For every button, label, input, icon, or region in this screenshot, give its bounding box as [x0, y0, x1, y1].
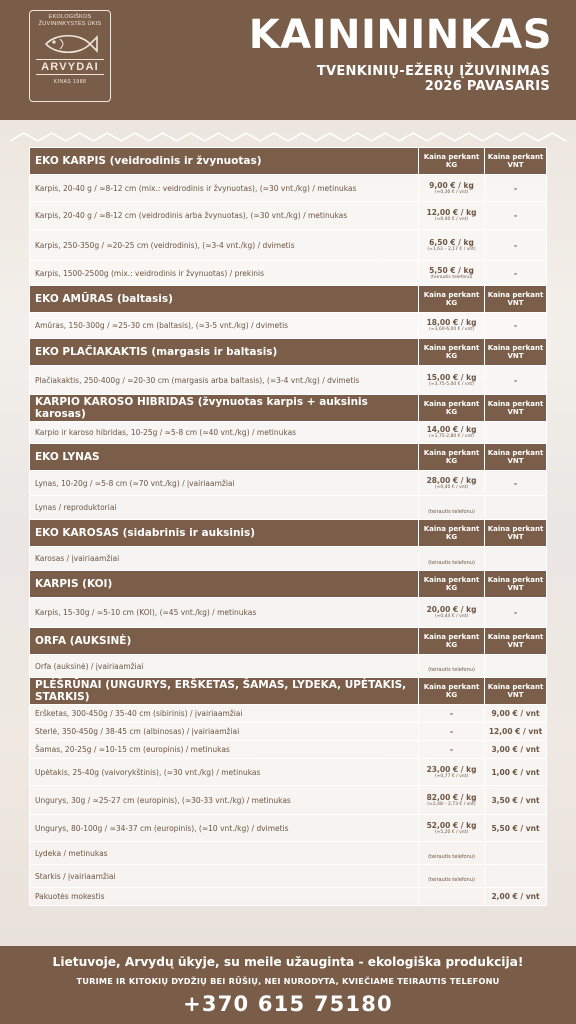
product-description: Plačiakaktis, 250-400g / ≈20-30 cm (margasis arba baltasis), (≈3-4 vnt./kg) / dvimetis [30, 366, 419, 395]
price-per-unit-estimate: (≈0,40 € / vnt) [434, 484, 469, 490]
price-per-unit-estimate: (teirautis telefonu) [430, 274, 473, 280]
table-row [30, 261, 547, 286]
price-per-unit: - [485, 366, 547, 395]
price-per-unit [485, 842, 547, 865]
logo-since: KINAS 1988 [53, 79, 87, 85]
price-per-unit-estimate: (≈3,60-6,00 € / vnt) [429, 327, 474, 332]
table-row [30, 496, 547, 520]
price-per-unit-estimate: (≈0,40 € / vnt) [434, 217, 469, 222]
price-per-unit-estimate: (≈5,20 € / vnt) [434, 829, 469, 835]
column-header-kg: Kaina perkant KG [419, 571, 485, 598]
ask-by-phone-note: (teirautis telefonu) [428, 667, 475, 673]
product-description: Karpis, 20-40 g / ≈8-12 cm (veidrodinis arba žvynuotas), (≈30 vnt./kg) / metinukas [30, 202, 419, 230]
price-per-kg [419, 888, 485, 906]
price-per-unit: - [485, 175, 547, 202]
footer-slogan: Lietuvoje, Arvydų ūkyje, su meile užauginta - ekologiška produkcija! [52, 955, 524, 969]
ask-by-phone-note: (teirautis telefonu) [428, 877, 475, 883]
section-title: EKO PLAČIAKAKTIS (margasis ir baltasis) [30, 339, 419, 366]
table-row [30, 202, 547, 230]
price-kg-value: 52,00 € / kg [426, 820, 477, 830]
price-per-kg [419, 842, 485, 865]
column-header-kg: Kaina perkant KG [419, 444, 485, 471]
price-per-kg [419, 471, 485, 496]
table-row [30, 313, 547, 339]
product-description: Orfa (auksinė) / įvairiaamžiai [30, 655, 419, 678]
price-kg-value: 15,00 € / kg [426, 372, 477, 382]
price-per-unit [485, 865, 547, 888]
ask-by-phone-note: (teirautis telefonu) [428, 559, 475, 566]
section-title: ORFA (AUKSINĖ) [30, 628, 419, 655]
price-per-kg [419, 786, 485, 815]
ask-by-phone-note: (teirautis telefonu) [428, 508, 475, 515]
column-header-vnt: Kaina perkant VNT [485, 678, 547, 705]
section-header [30, 339, 547, 366]
column-header-kg: Kaina perkant KG [419, 148, 485, 175]
product-description: Karpis, 20-40 g / ≈8-12 cm (mix.: veidrodinis ir žvynuotas), (≈30 vnt./kg) / metinukas [30, 175, 419, 202]
product-description: Lydeka / metinukas [30, 842, 419, 865]
price-per-unit: 12,00 € / vnt [485, 723, 547, 741]
price-per-kg [419, 723, 485, 741]
product-description: Karosas / įvairiaamžiai [30, 547, 419, 571]
table-row [30, 705, 547, 723]
table-row [30, 547, 547, 571]
product-description: Ungurys, 80-100g / ≈34-37 cm (europinis), (≈10 vnt./kg) / dvimetis [30, 815, 419, 842]
price-kg-value: 20,00 € / kg [426, 605, 477, 614]
logo-line2: ŽUVININKYSTĖS ŪKIS [38, 21, 102, 27]
price-per-unit-estimate: (≈3,75-5,00 € / vnt) [429, 381, 474, 387]
price-per-unit [485, 422, 547, 444]
product-description: Lynas / reproduktoriai [30, 496, 419, 520]
table-row [30, 723, 547, 741]
section-header [30, 628, 547, 655]
table-row [30, 230, 547, 261]
price-per-unit: 9,00 € / vnt [485, 705, 547, 723]
section-title: KARPIO KAROSO HIBRIDAS (žvynuotas karpis + auksinis karosas) [30, 395, 419, 422]
ask-by-phone-note: (teirautis telefonu) [428, 854, 475, 860]
column-header-vnt: Kaina perkant VNT [485, 444, 547, 471]
price-per-unit: 3,50 € / vnt [485, 786, 547, 815]
price-per-kg [419, 759, 485, 786]
product-description: Karpio ir karoso hibridas, 10-25g / ≈5-8 cm (≈40 vnt./kg) / metinukas [30, 422, 419, 444]
price-per-unit-estimate: (≈0,30 € / vnt) [434, 189, 469, 195]
price-per-kg [419, 422, 485, 444]
price-kg-value: 18,00 € / kg [426, 318, 477, 327]
price-per-kg [419, 366, 485, 395]
price-per-unit: 1,00 € / vnt [485, 759, 547, 786]
product-description: Šamas, 20-25g / ≈10-15 cm (europinis) / metinukas [30, 741, 419, 759]
product-description: Karpis, 250-350g / ≈20-25 cm (veidrodinis), (≈3-4 vnt./kg) / dvimetis [30, 230, 419, 261]
column-header-vnt: Kaina perkant VNT [485, 628, 547, 655]
section-title: EKO AMŪRAS (baltasis) [30, 286, 419, 313]
section-title: KARPIS (KOI) [30, 571, 419, 598]
price-per-unit-estimate: (≈1,63 – 2,17 € / vnt) [427, 246, 476, 252]
price-kg-value: 82,00 € / kg [426, 792, 477, 802]
price-per-unit: - [485, 230, 547, 261]
section-header [30, 571, 547, 598]
section-header [30, 395, 547, 422]
column-header-kg: Kaina perkant KG [419, 395, 485, 422]
column-header-vnt: Kaina perkant VNT [485, 339, 547, 366]
price-per-unit: 2,00 € / vnt [485, 888, 547, 906]
farm-logo [29, 10, 111, 102]
price-per-kg [419, 230, 485, 261]
table-row [30, 759, 547, 786]
section-title: EKO KAROSAS (sidabrinis ir auksinis) [30, 520, 419, 547]
product-description: Lynas, 10-20g / ≈5-8 cm (≈70 vnt./kg) / įvairiaamžiai [30, 471, 419, 496]
section-header [30, 678, 547, 705]
column-header-vnt: Kaina perkant VNT [485, 286, 547, 313]
product-description: Pakuotės mokestis [30, 888, 419, 906]
table-row [30, 888, 547, 906]
page-header [0, 0, 576, 120]
price-kg-value: 28,00 € / kg [426, 475, 477, 485]
table-row [30, 175, 547, 202]
price-per-unit [485, 655, 547, 678]
table-row [30, 842, 547, 865]
column-header-kg: Kaina perkant KG [419, 520, 485, 547]
price-kg-value: 12,00 € / kg [426, 208, 477, 217]
phone-number[interactable]: +370 615 75180 [183, 992, 393, 1016]
price-per-kg [419, 261, 485, 286]
section-title: EKO KARPIS (veidrodinis ir žvynuotas) [30, 148, 419, 175]
column-header-vnt: Kaina perkant VNT [485, 395, 547, 422]
price-per-unit [485, 547, 547, 571]
column-header-vnt: Kaina perkant VNT [485, 571, 547, 598]
table-row [30, 741, 547, 759]
table-row [30, 865, 547, 888]
page-subtitle: TVENKINIŲ-EŽERŲ ĮŽUVINIMAS [316, 64, 550, 79]
price-per-unit: - [485, 598, 547, 628]
page-footer [0, 946, 576, 1024]
price-per-kg [419, 547, 485, 571]
price-per-kg [419, 313, 485, 339]
price-kg-value: 6,50 € / kg [429, 237, 474, 247]
price-kg-value: 14,00 € / kg [426, 425, 477, 434]
product-description: Starkis / įvairiaamžiai [30, 865, 419, 888]
footer-notice: TURIME IR KITOKIŲ DYDŽIŲ BEI RŪŠIŲ, NEI NURODYTA, KVIEČIAME TEIRAUTIS TELEFONU [76, 976, 500, 986]
logo-line1: EKOLOGIŠKOS [48, 14, 92, 20]
price-kg-value: - [449, 709, 454, 718]
price-per-unit: - [485, 313, 547, 339]
price-kg-value: - [449, 745, 454, 754]
table-row [30, 422, 547, 444]
price-per-unit-estimate: (≈0,77 € / vnt) [434, 773, 469, 779]
price-per-kg [419, 598, 485, 628]
price-per-unit-estimate: (≈0,44 € / vnt) [434, 614, 469, 619]
column-header-kg: Kaina perkant KG [419, 339, 485, 366]
table-row [30, 786, 547, 815]
price-per-kg [419, 496, 485, 520]
table-row [30, 471, 547, 496]
table-row [30, 815, 547, 842]
price-per-kg [419, 175, 485, 202]
product-description: Amūras, 150-300g / ≈25-30 cm (baltasis), (≈3-5 vnt./kg) / dvimetis [30, 313, 419, 339]
price-per-kg [419, 202, 485, 230]
product-description: Karpis, 1500-2500g (mix.: veidrodinis ir žvynuotas) / prekinis [30, 261, 419, 286]
price-per-kg [419, 741, 485, 759]
price-per-kg [419, 655, 485, 678]
section-header [30, 286, 547, 313]
column-header-kg: Kaina perkant KG [419, 286, 485, 313]
table-row [30, 598, 547, 628]
section-header [30, 444, 547, 471]
table-row [30, 366, 547, 395]
price-per-unit: - [485, 202, 547, 230]
table-row [30, 655, 547, 678]
price-per-unit-estimate: (≈1,75-2,80 € / vnt) [429, 434, 474, 439]
product-description: Sterlė, 350-450g / 38-45 cm (albinosas) / įvairiaamžiai [30, 723, 419, 741]
product-description: Eršketas, 300-450g / 35-40 cm (sibirinis) / įvairiaamžiai [30, 705, 419, 723]
price-per-unit: - [485, 471, 547, 496]
price-per-unit [485, 496, 547, 520]
product-description: Ungurys, 30g / ≈25-27 cm (europinis), (≈30-33 vnt./kg) / metinukas [30, 786, 419, 815]
column-header-kg: Kaina perkant KG [419, 628, 485, 655]
season-label: 2026 PAVASARIS [424, 79, 550, 94]
price-per-kg [419, 815, 485, 842]
price-kg-value: 23,00 € / kg [426, 764, 477, 774]
price-per-unit: - [485, 261, 547, 286]
price-kg-value: 9,00 € / kg [429, 180, 474, 190]
column-header-vnt: Kaina perkant VNT [485, 520, 547, 547]
price-per-unit-estimate: (≈2,48 – 2,73 € / vnt) [427, 801, 476, 807]
price-per-unit: 3,00 € / vnt [485, 741, 547, 759]
column-header-vnt: Kaina perkant VNT [485, 148, 547, 175]
price-per-unit: 5,50 € / vnt [485, 815, 547, 842]
fish-icon [42, 31, 98, 57]
price-per-kg [419, 865, 485, 888]
section-header [30, 520, 547, 547]
price-per-kg [419, 705, 485, 723]
section-title: PLĖŠRŪNAI (UNGURYS, ERŠKETAS, ŠAMAS, LYDEKA, UPĖTAKIS, STARKIS) [30, 678, 419, 705]
column-header-kg: Kaina perkant KG [419, 678, 485, 705]
product-description: Upėtakis, 25-40g (vaivorykštinis), (≈30 vnt./kg) / metinukas [30, 759, 419, 786]
section-title: EKO LYNAS [30, 444, 419, 471]
price-kg-value: 5,50 € / kg [429, 265, 474, 275]
page-title: KAINININKAS [248, 12, 552, 58]
price-kg-value: - [449, 727, 454, 736]
product-description: Karpis, 15-30g / ≈5-10 cm (KOI), (≈45 vnt./kg) / metinukas [30, 598, 419, 628]
section-header [30, 148, 547, 175]
logo-name: ARVYDAI [36, 59, 104, 75]
top-zigzag-divider [0, 130, 576, 144]
price-table [29, 147, 547, 906]
